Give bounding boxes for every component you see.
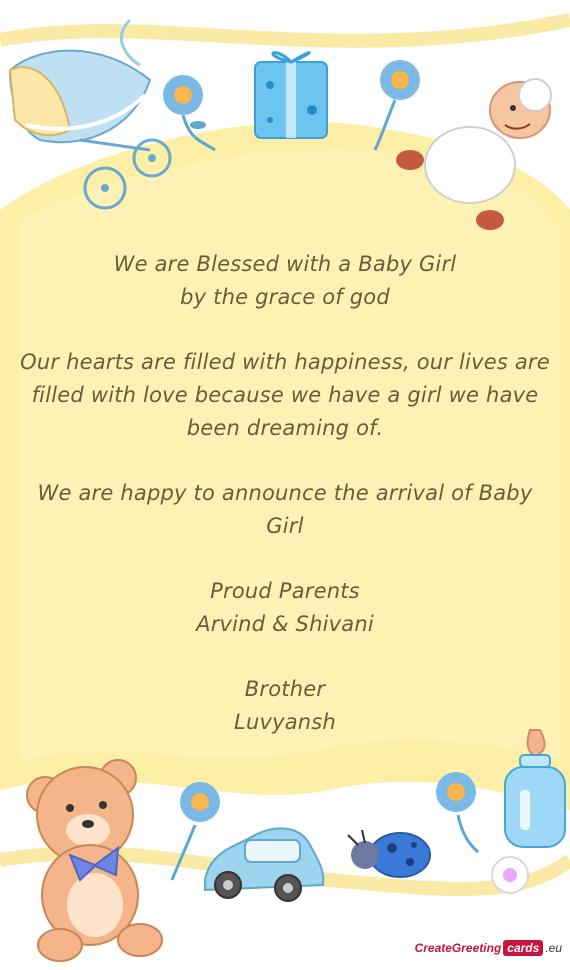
gift-box-icon xyxy=(255,53,327,138)
headline: We are Blessed with a Baby Girl xyxy=(113,252,457,276)
toy-car-icon xyxy=(205,828,323,901)
message-paragraph: Our hearts are filled with happiness, our lives are filled with love because we have a girl we have been dreaming of. xyxy=(20,350,550,440)
brand-watermark[interactable] xyxy=(415,934,562,962)
brand-tld: .eu xyxy=(545,941,562,955)
blue-flower-icon xyxy=(436,772,478,852)
white-flower-icon xyxy=(492,857,528,893)
brother-label: Brother xyxy=(244,677,326,701)
brother-name: Luvyansh xyxy=(234,710,336,734)
parents-label: Proud Parents xyxy=(210,579,360,603)
brand-badge: cards xyxy=(503,940,543,956)
parents-names: Arvind & Shivani xyxy=(196,612,374,636)
card-message xyxy=(20,248,550,739)
ladybug-icon xyxy=(348,830,430,877)
subheadline: by the grace of god xyxy=(180,285,390,309)
announcement: We are happy to announce the arrival of Baby Girl xyxy=(37,481,533,538)
brand-name: CreateGreeting xyxy=(414,941,502,955)
